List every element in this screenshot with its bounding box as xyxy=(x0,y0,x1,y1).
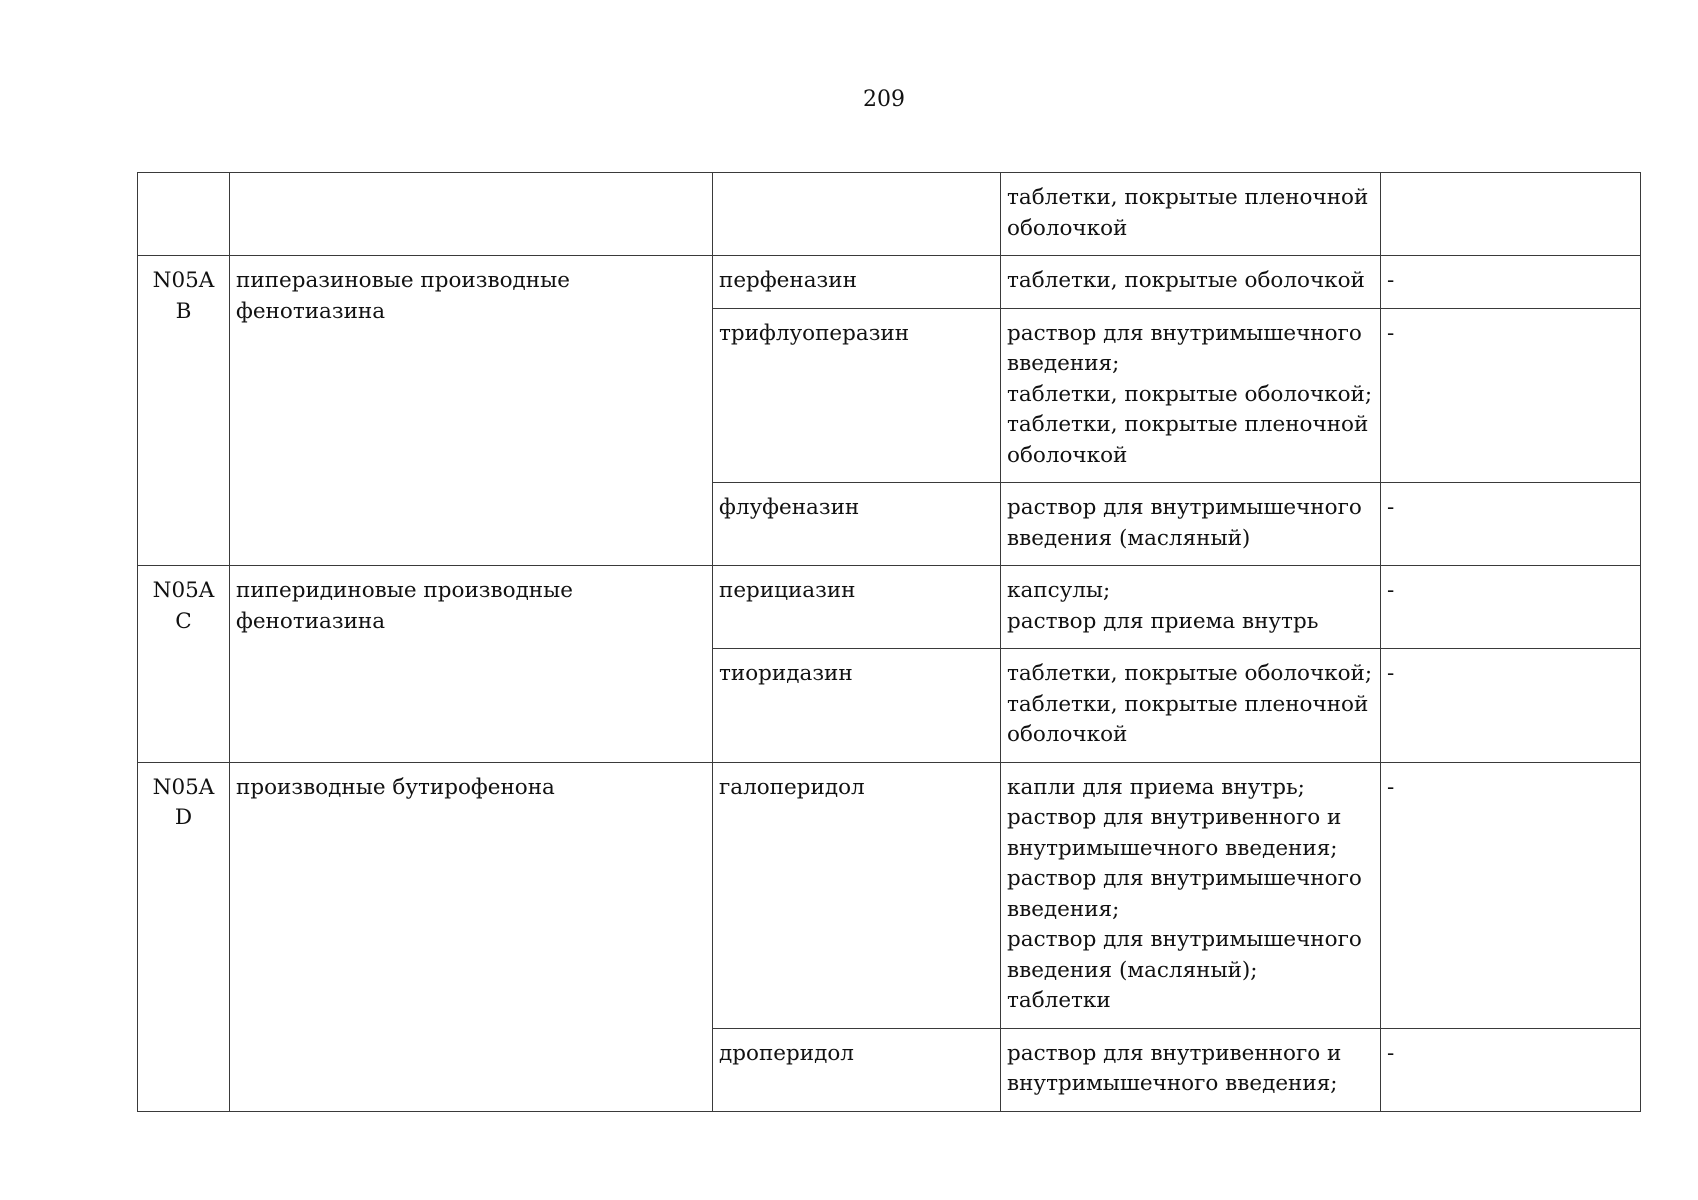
dosage-form-line: таблетки, покрытые пленочной xyxy=(1007,412,1369,437)
note-cell: - xyxy=(1381,256,1641,309)
note-cell: - xyxy=(1381,762,1641,1028)
drug-name: дроперидол xyxy=(713,1028,1001,1111)
drug-name: тиоридазин xyxy=(713,649,1001,763)
note-cell: - xyxy=(1381,308,1641,483)
atc-code-cell xyxy=(138,566,230,763)
table-row xyxy=(138,173,1641,256)
drug-name: трифлуоперазин xyxy=(713,308,1001,483)
dosage-form-line: оболочкой xyxy=(1007,722,1128,747)
drug-name: флуфеназин xyxy=(713,483,1001,566)
dosage-form-line: раствор для внутривенного и xyxy=(1007,805,1342,830)
dosage-forms-cell xyxy=(1001,762,1381,1028)
dosage-form-line: оболочкой xyxy=(1007,442,1128,468)
atc-code-line: N05A xyxy=(152,774,215,800)
table-row xyxy=(138,762,1641,1028)
dosage-forms-cell xyxy=(1001,173,1381,256)
dosage-form-line: раствор для внутримышечного xyxy=(1007,866,1362,891)
group-cell xyxy=(230,173,713,256)
atc-code-line: N05A xyxy=(152,578,215,603)
note-cell: - xyxy=(1381,1028,1641,1111)
page-number: 209 xyxy=(863,87,905,112)
dosage-form-line: таблетки xyxy=(1007,988,1111,1013)
group-cell: пиперазиновые производные фенотиазина xyxy=(230,256,713,566)
dosage-form-line: раствор для приема внутрь xyxy=(1007,608,1319,634)
table-row xyxy=(138,566,1641,649)
table-row xyxy=(138,256,1641,309)
note-cell xyxy=(1381,173,1641,256)
note-cell: - xyxy=(1381,566,1641,649)
atc-code-line: D xyxy=(174,805,193,830)
drug-name: перициазин xyxy=(713,566,1001,649)
dosage-form-line: внутримышечного введения; xyxy=(1007,835,1338,861)
dosage-form-line: таблетки, покрытые оболочкой; xyxy=(1007,381,1373,407)
dosage-form-line: таблетки, покрытые пленочной xyxy=(1007,691,1369,717)
dosage-form-line: введения; xyxy=(1007,351,1120,376)
dosage-forms-cell xyxy=(1001,566,1381,649)
dosage-form-line: раствор для внутримышечного xyxy=(1007,495,1362,520)
dosage-form-line: введения; xyxy=(1007,896,1120,922)
group-cell: пиперидиновые производные фенотиазина xyxy=(230,566,713,763)
dosage-form-line: раствор для внутривенного и xyxy=(1007,1040,1342,1066)
atc-code-line: C xyxy=(175,608,192,634)
atc-code-line: N05A xyxy=(152,268,215,293)
dosage-form-line: введения (масляный); xyxy=(1007,957,1258,983)
dosage-forms-cell xyxy=(1001,1028,1381,1111)
dosage-form-line: раствор для внутримышечного xyxy=(1007,320,1362,346)
dosage-form-line: таблетки, покрытые оболочкой xyxy=(1007,268,1365,293)
dosage-form-line: таблетки, покрытые оболочкой; xyxy=(1007,661,1373,686)
drug-name: перфеназин xyxy=(713,256,1001,309)
dosage-form-line: внутримышечного введения; xyxy=(1007,1071,1338,1096)
dosage-form-line: капсулы; xyxy=(1007,578,1111,603)
dosage-form-line: оболочкой xyxy=(1007,215,1128,241)
atc-code-line: B xyxy=(175,298,192,324)
drug-name: галоперидол xyxy=(713,762,1001,1028)
dosage-form-line: таблетки, покрытые пленочной xyxy=(1007,185,1369,210)
atc-code-cell xyxy=(138,173,230,256)
dosage-forms-cell xyxy=(1001,308,1381,483)
drug-cell xyxy=(713,173,1001,256)
note-cell: - xyxy=(1381,649,1641,763)
dosage-form-line: капли для приема внутрь; xyxy=(1007,774,1305,800)
dosage-forms-cell xyxy=(1001,483,1381,566)
dosage-form-line: раствор для внутримышечного xyxy=(1007,927,1362,952)
note-cell: - xyxy=(1381,483,1641,566)
dosage-forms-cell xyxy=(1001,649,1381,763)
atc-code-cell xyxy=(138,762,230,1111)
atc-code-cell xyxy=(138,256,230,566)
dosage-form-line: введения (масляный) xyxy=(1007,525,1251,551)
group-cell: производные бутирофенона xyxy=(230,762,713,1111)
drug-table xyxy=(137,172,1641,1112)
dosage-forms-cell xyxy=(1001,256,1381,309)
